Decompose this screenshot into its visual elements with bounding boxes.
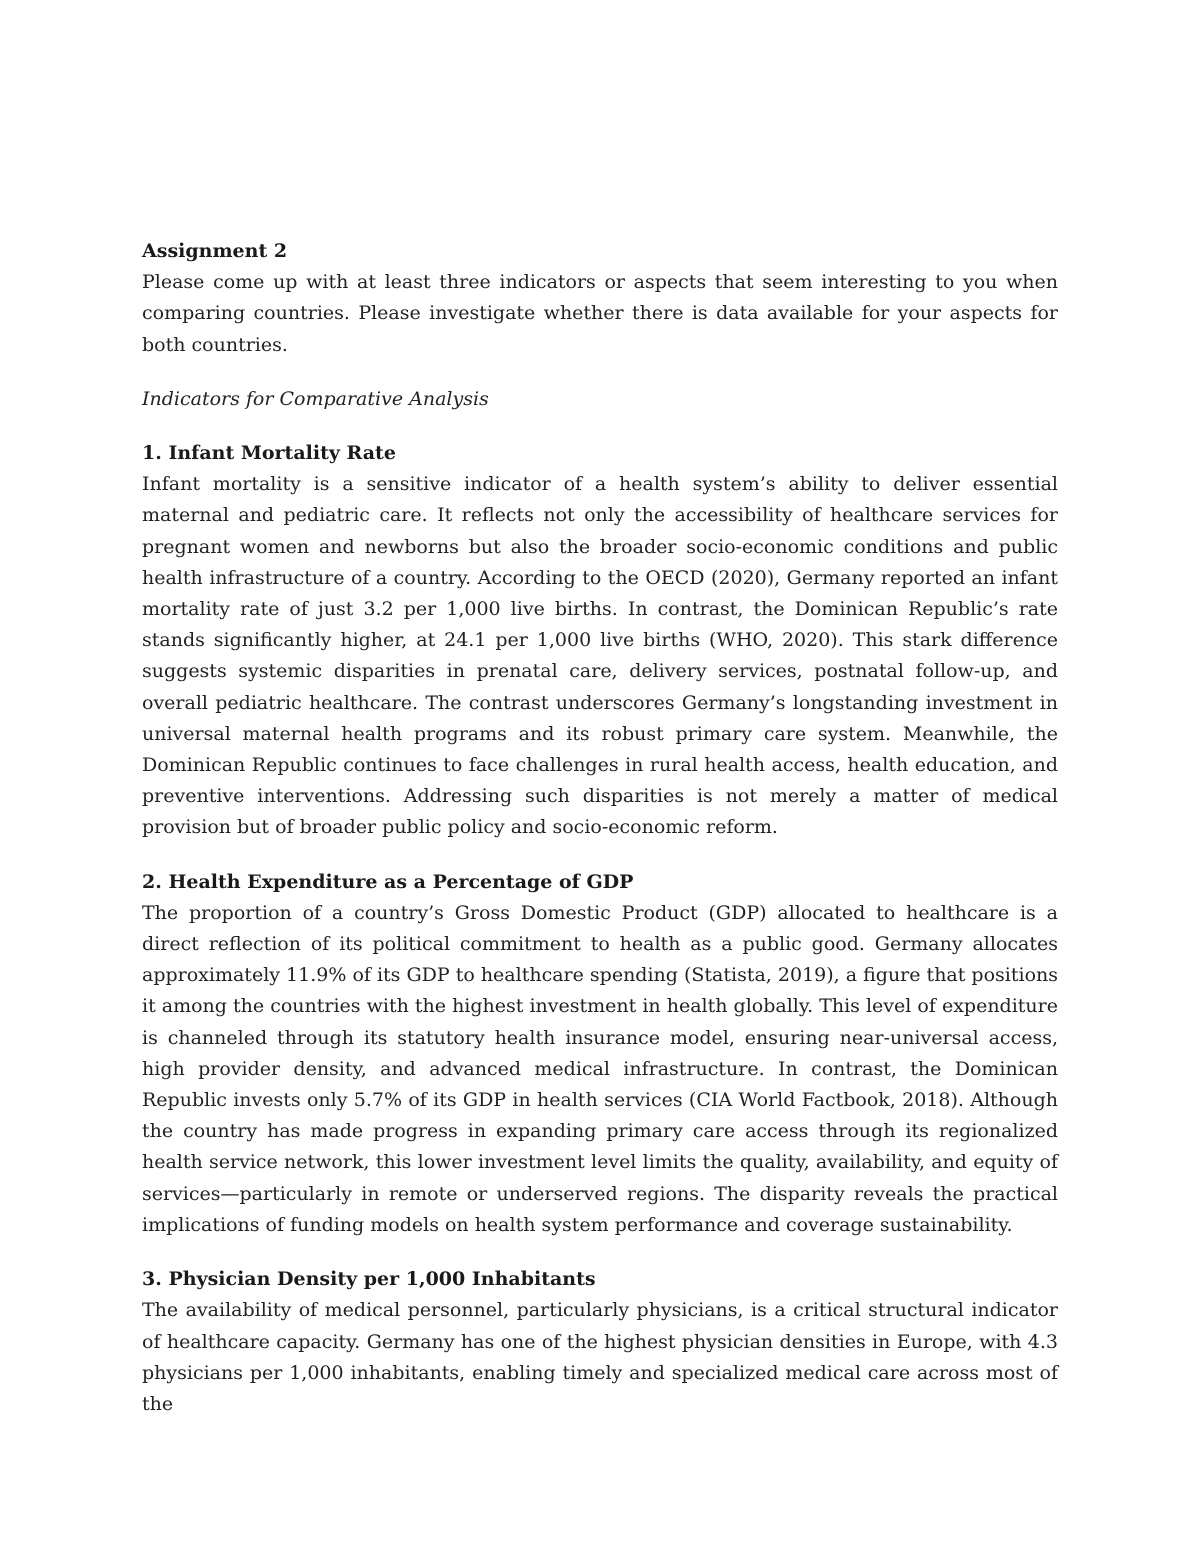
section-subtitle: Indicators for Comparative Analysis <box>142 387 489 410</box>
spacer <box>142 415 1058 438</box>
spacer <box>142 1241 1058 1264</box>
section-body-infant-mortality: Infant mortality is a sensitive indicator of a health system’s ability to deliver essential maternal and pediatric care. It reflects not only the accessibility of healthcare services for pregnant women and newborns but also the broader socio-economic conditions and public health infrastructure of a country. According to the OECD (2020), Germany reported an infant mortality rate of just 3.2 per 1,000 live births. In contrast, the Dominican Republic’s rate stands significantly higher, at 24.1 per 1,000 live births (WHO, 2020). This stark difference suggests systemic disparities in prenatal care, delivery services, postnatal follow-up, and overall pediatric healthcare. The contrast underscores Germany’s longstanding investment in universal maternal health programs and its robust primary care system. Meanwhile, the Dominican Republic continues to face challenges in rural health access, health education, and preventive interventions. Addressing such disparities is not merely a matter of medical provision but of broader public policy and socio-economic reform. <box>142 473 1058 839</box>
assignment-prompt: Please come up with at least three indicators or aspects that seem interesting to you when comparing countries. Please investigate whether there is data available for your aspects for both countries. <box>142 271 1058 356</box>
assignment-title: Assignment 2 <box>142 240 288 262</box>
section-body-physician-density: The availability of medical personnel, particularly physicians, is a critical structural indicator of healthcare capacity. Germany has one of the highest physician densities in Europe, with 4.3 physicians per 1,000 inhabitants, enabling timely and specialized medical care across most of the <box>142 1299 1058 1415</box>
spacer <box>142 844 1058 867</box>
section-heading-health-expenditure: 2. Health Expenditure as a Percentage of GDP <box>142 870 634 893</box>
section-body-health-expenditure: The proportion of a country’s Gross Domestic Product (GDP) allocated to healthcare is a direct reflection of its political commitment to health as a public good. Germany allocates approximately 11.9% of its GDP to healthcare spending (Statista, 2019), a figure that positions it among the countries with the highest investment in health globally. This level of expenditure is channeled through its statutory health insurance model, ensuring near-universal access, high provider density, and advanced medical infrastructure. In contrast, the Dominican Republic invests only 5.7% of its GDP in health services (CIA World Factbook, 2018). Although the country has made progress in expanding primary care access through its regionalized health service network, this lower investment level limits the quality, availability, and equity of services—particularly in remote or underserved regions. The disparity reveals the practical implications of funding models on health system performance and coverage sustainability. <box>142 901 1058 1236</box>
spacer <box>142 361 1058 384</box>
section-heading-physician-density: 3. Physician Density per 1,000 Inhabitants <box>142 1268 596 1291</box>
document-page <box>142 236 1058 1420</box>
section-heading-infant-mortality: 1. Infant Mortality Rate <box>142 442 396 465</box>
